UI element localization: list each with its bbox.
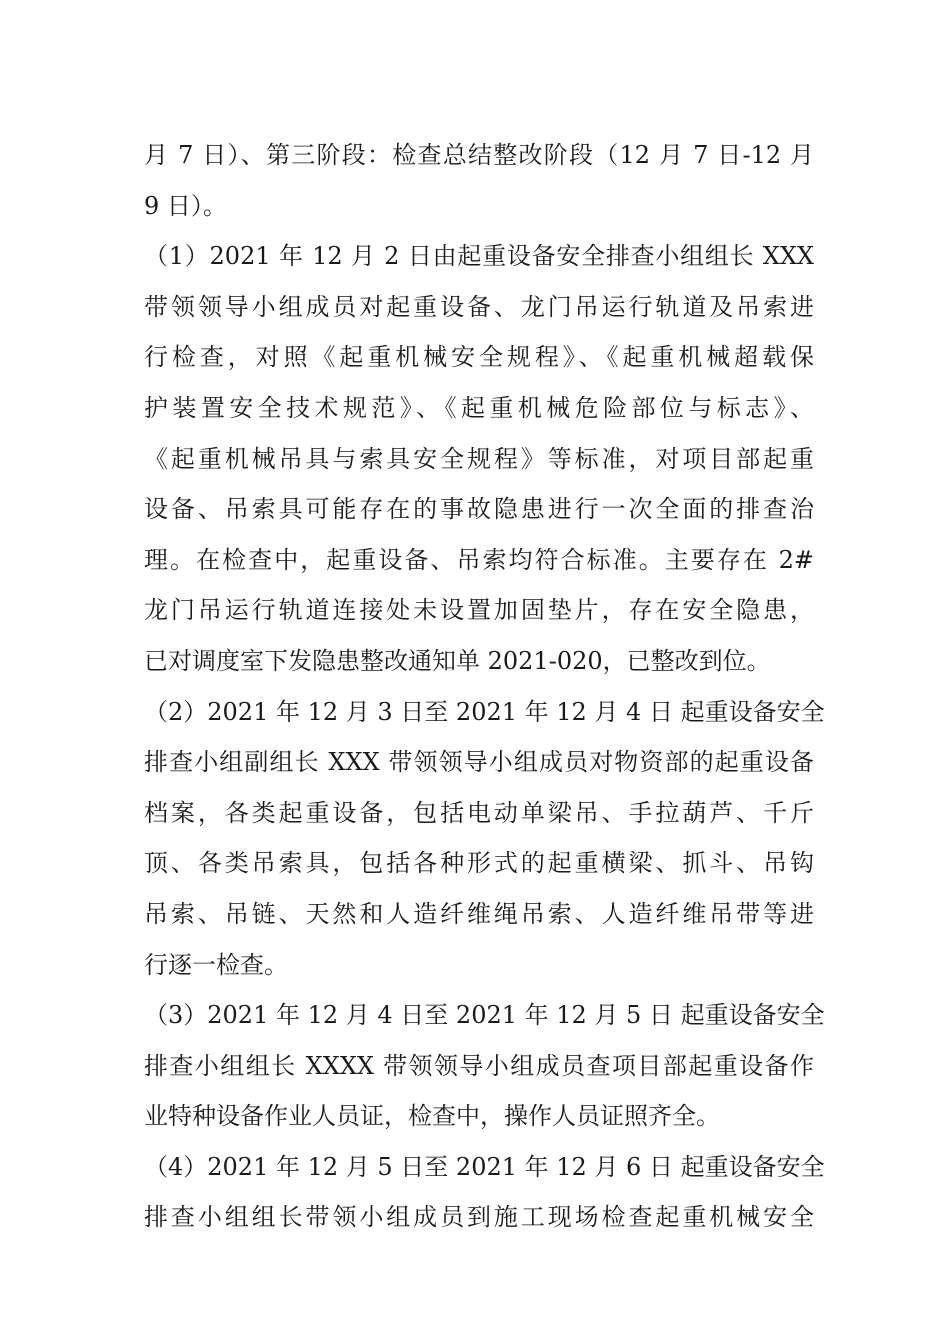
text-line: （3）2021 年 12 月 4 日至 2021 年 12 月 5 日 起重设备安全 — [144, 1001, 825, 1030]
text-line: 理。在检查中，起重设备、吊索均符合标准。主要存在 2# — [144, 545, 814, 574]
text-line: 档案，各类起重设备，包括电动单梁吊、手拉葫芦、千斤 — [144, 798, 814, 827]
text-line: （1）2021 年 12 月 2 日由起重设备安全排查小组组长 XXX — [144, 242, 814, 271]
text-line: 排查小组副组长 XXX 带领领导小组成员对物资部的起重设备 — [144, 748, 814, 777]
text-line: （4）2021 年 12 月 5 日至 2021 年 12 月 6 日 起重设备安全 — [144, 1152, 825, 1181]
text-line: 吊索、吊链、天然和人造纤维绳吊索、人造纤维吊带等进 — [144, 899, 814, 928]
text-line: 业特种设备作业人员证，检查中，操作人员证照齐全。 — [144, 1102, 720, 1131]
text-line: 月 7 日）、第三阶段：检查总结整改阶段（12 月 7 日-12 月 — [144, 141, 814, 169]
text-line: （2）2021 年 12 月 3 日至 2021 年 12 月 4 日 起重设备安全 — [144, 697, 825, 726]
text-line: 排查小组组长 XXXX 带领领导小组成员查项目部起重设备作 — [144, 1051, 814, 1080]
text-line: 护装置安全技术规范》、《起重机械危险部位与标志》、 — [144, 393, 814, 422]
text-line: 9 日）。 — [144, 191, 227, 220]
text-line: 带领领导小组成员对起重设备、龙门吊运行轨道及吊索进 — [144, 292, 814, 321]
text-line: 设备、吊索具可能存在的事故隐患进行一次全面的排查治 — [144, 495, 814, 524]
text-line: 顶、各类吊索具，包括各种形式的起重横梁、抓斗、吊钩 — [144, 849, 814, 878]
text-line: 行检查，对照《起重机械安全规程》、《起重机械超载保 — [144, 343, 814, 372]
text-line: 排查小组组长带领小组成员到施工现场检查起重机械安全 — [144, 1203, 814, 1232]
text-line: 龙门吊运行轨道连接处未设置加固垫片，存在安全隐患， — [144, 596, 814, 625]
text-line: 行逐一检查。 — [144, 950, 288, 979]
body-text — [144, 130, 825, 1243]
text-line: 已对调度室下发隐患整改通知单 2021-020，已整改到位。 — [144, 646, 771, 675]
text-line: 《起重机械吊具与索具安全规程》等标准，对项目部起重 — [144, 444, 814, 473]
